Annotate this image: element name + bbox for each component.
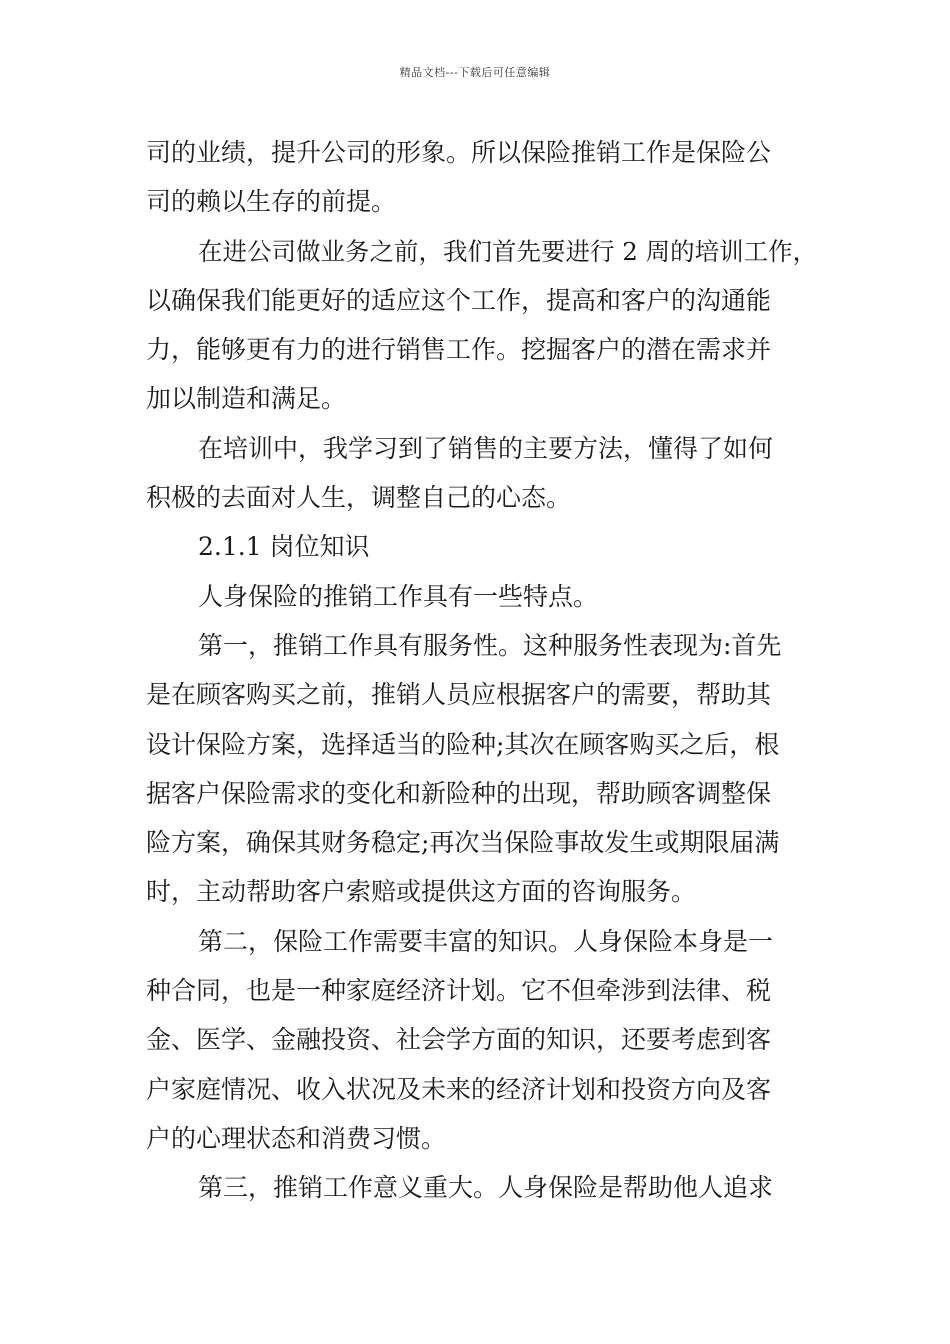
text-line: 司的赖以生存的前提。 bbox=[146, 187, 397, 217]
text-line: 第二，保险工作需要丰富的知识。人身保险本身是一 bbox=[198, 926, 774, 956]
text-line: 在培训中，我学习到了销售的主要方法，懂得了如何 bbox=[198, 433, 774, 463]
text-line: 积极的去面对人生，调整自己的心态。 bbox=[146, 483, 572, 513]
text-line: 第一，推销工作具有服务性。这种服务性表现为:首先 bbox=[198, 630, 782, 660]
text-line: 司的业绩，提升公司的形象。所以保险推销工作是保险公 bbox=[146, 138, 772, 167]
text-line: 2.1.1 岗位知识 bbox=[198, 532, 370, 562]
text-line: 户的心理状态和消费习惯。 bbox=[146, 1123, 447, 1153]
text-line: 险方案，确保其财务稳定;再次当保险事故发生或期限届满 bbox=[146, 828, 780, 858]
page-header: 精品文档---下载后可任意编辑 bbox=[399, 66, 551, 79]
text-line: 是在顾客购买之前，推销人员应根据客户的需要，帮助其 bbox=[146, 680, 772, 710]
text-line: 力，能够更有力的进行销售工作。挖掘客户的潜在需求并 bbox=[146, 335, 772, 365]
text-line: 以确保我们能更好的适应这个工作，提高和客户的沟通能 bbox=[146, 285, 772, 315]
text-line: 设计保险方案，选择适当的险种;其次在顾客购买之后，根 bbox=[146, 729, 780, 759]
text-line: 时，主动帮助客户索赔或提供这方面的咨询服务。 bbox=[146, 877, 697, 907]
document-body bbox=[146, 128, 816, 1213]
text-line: 加以制造和满足。 bbox=[146, 384, 347, 414]
text-line: 在进公司做业务之前，我们首先要进行 2 周的培训工作， bbox=[198, 236, 818, 266]
text-line: 第三，推销工作意义重大。人身保险是帮助他人追求 bbox=[198, 1173, 774, 1203]
text-line: 人身保险的推销工作具有一些特点。 bbox=[198, 581, 599, 611]
text-line: 金、医学、金融投资、社会学方面的知识，还要考虑到客 bbox=[146, 1025, 772, 1055]
text-line: 种合同，也是一种家庭经济计划。它不但牵涉到法律、税 bbox=[146, 976, 772, 1006]
text-line: 据客户保险需求的变化和新险种的出现，帮助顾客调整保 bbox=[146, 778, 772, 808]
text-line: 户家庭情况、收入状况及未来的经济计划和投资方向及客 bbox=[146, 1074, 772, 1104]
